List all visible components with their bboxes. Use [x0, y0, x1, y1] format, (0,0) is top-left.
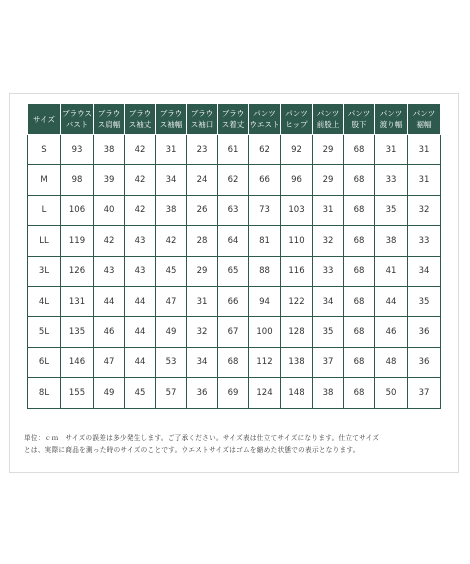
- table-cell: 32: [408, 195, 441, 225]
- table-cell: 26: [187, 195, 218, 225]
- table-row: [28, 347, 441, 377]
- header-pants-front-rise: パンツ 前股上: [313, 104, 344, 135]
- table-cell: 44: [125, 347, 156, 377]
- table-cell: 49: [156, 317, 187, 347]
- table-cell: 66: [249, 165, 281, 195]
- size-label-cell: 4L: [28, 286, 61, 316]
- size-table: [27, 103, 441, 409]
- table-cell: 53: [156, 347, 187, 377]
- table-cell: 68: [344, 286, 375, 316]
- table-cell: 106: [61, 195, 94, 225]
- table-cell: 31: [375, 135, 408, 165]
- table-cell: 50: [375, 378, 408, 408]
- table-cell: 138: [281, 347, 313, 377]
- size-label-cell: M: [28, 165, 61, 195]
- note-line-1: 単位：ｃｍ サイズの誤差は多少発生します。ご了承ください。サイズ表は仕立てサイズになります。仕立てサイズ: [24, 434, 380, 442]
- table-cell: 81: [249, 226, 281, 256]
- table-cell: 35: [375, 195, 408, 225]
- size-label-cell: 6L: [28, 347, 61, 377]
- table-cell: 42: [125, 195, 156, 225]
- table-row: [28, 317, 441, 347]
- table-cell: 32: [313, 226, 344, 256]
- header-pants-hem-width: パンツ 裾幅: [408, 104, 441, 135]
- header-blouse-shoulder: ブラウ ス肩幅: [94, 104, 125, 135]
- table-cell: 38: [375, 226, 408, 256]
- table-cell: 92: [281, 135, 313, 165]
- table-cell: 40: [94, 195, 125, 225]
- table-row: [28, 286, 441, 316]
- header-size: サイズ: [28, 104, 61, 135]
- table-cell: 44: [125, 286, 156, 316]
- table-cell: 44: [125, 317, 156, 347]
- table-cell: 36: [187, 378, 218, 408]
- table-cell: 126: [61, 256, 94, 286]
- table-cell: 146: [61, 347, 94, 377]
- table-cell: 49: [94, 378, 125, 408]
- table-cell: 103: [281, 195, 313, 225]
- table-cell: 96: [281, 165, 313, 195]
- size-label-cell: 8L: [28, 378, 61, 408]
- table-cell: 68: [344, 165, 375, 195]
- table-cell: 34: [156, 165, 187, 195]
- table-cell: 100: [249, 317, 281, 347]
- table-cell: 46: [94, 317, 125, 347]
- table-cell: 33: [375, 165, 408, 195]
- header-blouse-bust: ブラウス バスト: [61, 104, 94, 135]
- table-cell: 33: [313, 256, 344, 286]
- table-cell: 131: [61, 286, 94, 316]
- table-cell: 61: [218, 135, 249, 165]
- table-cell: 42: [125, 165, 156, 195]
- table-cell: 148: [281, 378, 313, 408]
- table-cell: 44: [375, 286, 408, 316]
- table-cell: 65: [218, 256, 249, 286]
- table-cell: 35: [313, 317, 344, 347]
- table-cell: 68: [344, 256, 375, 286]
- table-cell: 39: [94, 165, 125, 195]
- table-cell: 48: [375, 347, 408, 377]
- note-line-2: とは、実際に商品を測った時のサイズのことです。ウエストサイズはゴムを縮めた状態での表示となります。: [24, 446, 360, 454]
- table-cell: 73: [249, 195, 281, 225]
- table-cell: 38: [156, 195, 187, 225]
- table-cell: 155: [61, 378, 94, 408]
- table-cell: 68: [344, 135, 375, 165]
- table-cell: 43: [125, 256, 156, 286]
- table-cell: 36: [408, 347, 441, 377]
- table-cell: 38: [313, 378, 344, 408]
- header-pants-hip: パンツ ヒップ: [281, 104, 313, 135]
- table-cell: 42: [94, 226, 125, 256]
- table-cell: 43: [125, 226, 156, 256]
- table-cell: 45: [156, 256, 187, 286]
- table-cell: 112: [249, 347, 281, 377]
- table-cell: 124: [249, 378, 281, 408]
- table-cell: 46: [375, 317, 408, 347]
- header-blouse-sleeve-width: ブラウ ス袖幅: [156, 104, 187, 135]
- table-cell: 38: [94, 135, 125, 165]
- table-cell: 68: [344, 195, 375, 225]
- table-cell: 31: [187, 286, 218, 316]
- table-cell: 41: [375, 256, 408, 286]
- table-cell: 93: [61, 135, 94, 165]
- table-cell: 57: [156, 378, 187, 408]
- table-cell: 135: [61, 317, 94, 347]
- table-cell: 45: [125, 378, 156, 408]
- table-cell: 88: [249, 256, 281, 286]
- header-blouse-length: ブラウ ス着丈: [218, 104, 249, 135]
- table-cell: 69: [218, 378, 249, 408]
- header-row: [28, 104, 441, 135]
- table-cell: 31: [408, 135, 441, 165]
- header-blouse-sleeve-length: ブラウ ス袖丈: [125, 104, 156, 135]
- size-label-cell: LL: [28, 226, 61, 256]
- table-cell: 32: [187, 317, 218, 347]
- table-row: [28, 135, 441, 165]
- size-label-cell: 5L: [28, 317, 61, 347]
- table-cell: 35: [408, 286, 441, 316]
- table-cell: 62: [249, 135, 281, 165]
- table-cell: 33: [408, 226, 441, 256]
- table-row: [28, 195, 441, 225]
- size-label-cell: L: [28, 195, 61, 225]
- table-cell: 34: [408, 256, 441, 286]
- table-cell: 34: [313, 286, 344, 316]
- size-label-cell: S: [28, 135, 61, 165]
- table-cell: 47: [94, 347, 125, 377]
- table-row: [28, 378, 441, 408]
- table-row: [28, 256, 441, 286]
- table-cell: 31: [313, 195, 344, 225]
- table-cell: 94: [249, 286, 281, 316]
- table-cell: 29: [313, 135, 344, 165]
- table-cell: 122: [281, 286, 313, 316]
- table-cell: 42: [125, 135, 156, 165]
- table-row: [28, 226, 441, 256]
- table-cell: 66: [218, 286, 249, 316]
- table-cell: 116: [281, 256, 313, 286]
- table-cell: 68: [218, 347, 249, 377]
- table-cell: 44: [94, 286, 125, 316]
- table-cell: 24: [187, 165, 218, 195]
- size-note: [24, 432, 449, 456]
- table-cell: 110: [281, 226, 313, 256]
- size-label-cell: 3L: [28, 256, 61, 286]
- table-cell: 29: [313, 165, 344, 195]
- table-row: [28, 165, 441, 195]
- table-cell: 42: [156, 226, 187, 256]
- header-pants-waist: パンツ ウエスト: [249, 104, 281, 135]
- table-cell: 31: [408, 165, 441, 195]
- table-cell: 64: [218, 226, 249, 256]
- table-cell: 63: [218, 195, 249, 225]
- table-cell: 98: [61, 165, 94, 195]
- table-cell: 23: [187, 135, 218, 165]
- table-cell: 67: [218, 317, 249, 347]
- header-pants-inseam: パンツ 股下: [344, 104, 375, 135]
- header-blouse-cuff: ブラウ ス袖口: [187, 104, 218, 135]
- header-pants-thigh-width: パンツ 渡り幅: [375, 104, 408, 135]
- table-cell: 68: [344, 347, 375, 377]
- table-cell: 47: [156, 286, 187, 316]
- table-cell: 37: [408, 378, 441, 408]
- table-cell: 68: [344, 317, 375, 347]
- table-cell: 37: [313, 347, 344, 377]
- table-cell: 68: [344, 226, 375, 256]
- table-cell: 43: [94, 256, 125, 286]
- table-cell: 31: [156, 135, 187, 165]
- table-cell: 34: [187, 347, 218, 377]
- table-cell: 28: [187, 226, 218, 256]
- table-cell: 119: [61, 226, 94, 256]
- table-cell: 68: [344, 378, 375, 408]
- table-cell: 128: [281, 317, 313, 347]
- table-cell: 36: [408, 317, 441, 347]
- table-cell: 29: [187, 256, 218, 286]
- table-cell: 62: [218, 165, 249, 195]
